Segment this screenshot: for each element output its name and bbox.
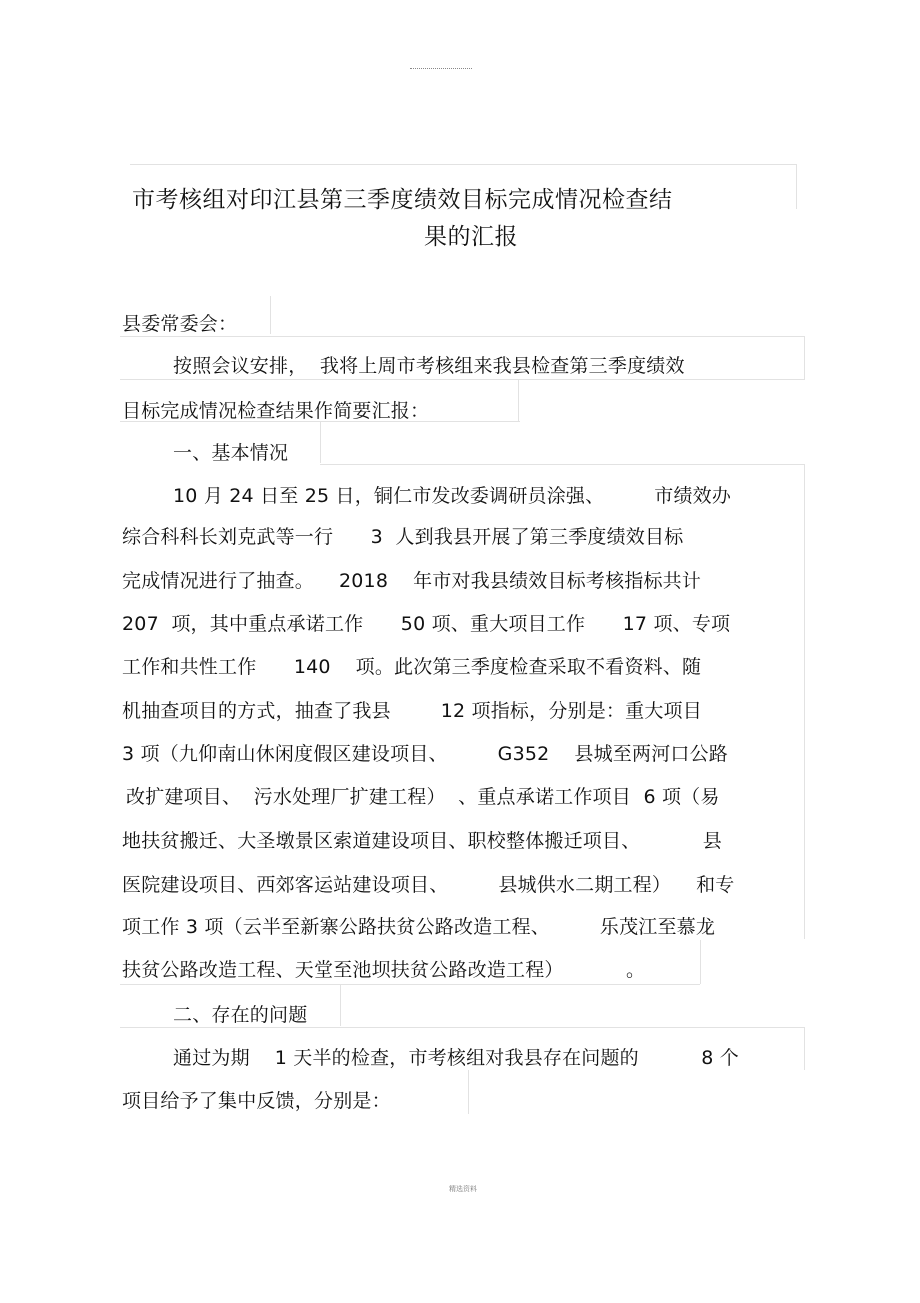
paragraph-line: 3 项（九仰南山休闲度假区建设项目、 G352 县城至两河口公路: [122, 743, 728, 765]
paragraph-line: 工作和共性工作 140 项。此次第三季度检查采取不看资料、随: [122, 656, 702, 678]
salutation: 县委常委会：: [122, 313, 238, 335]
frame-line: [270, 296, 271, 334]
frame-line: [320, 421, 321, 463]
paragraph-line: 改扩建项目、 污水处理厂扩建工程） 、重点承诺工作项目 6 项（易: [126, 786, 720, 808]
frame-line: [120, 984, 700, 985]
frame-line: [468, 1070, 469, 1114]
header-rule: [410, 68, 472, 69]
paragraph-line: 按照会议安排， 我将上周市考核组来我县检查第三季度绩效: [173, 355, 685, 377]
document-title-line-1: 市考核组对印江县第三季度绩效目标完成情况检查结: [132, 187, 673, 213]
paragraph-line: 项工作 3 项（云半至新寨公路扶贫公路改造工程、 乐茂江至慕龙: [122, 916, 716, 938]
paragraph-line: 机抽查项目的方式，抽查了我县 12 项指标，分别是：重大项目: [122, 700, 702, 722]
paragraph-line: 项目给予了集中反馈，分别是：: [122, 1090, 391, 1112]
paragraph-line: 10 月 24 日至 25 日，铜仁市发改委调研员涂强、 市绩效办: [173, 485, 732, 507]
document-title-line-2: 果的汇报: [424, 224, 518, 250]
paragraph-line: 完成情况进行了抽查。 2018 年市对我县绩效目标考核指标共计: [122, 570, 702, 592]
frame-line: [340, 984, 341, 1026]
paragraph-line: 目标完成情况检查结果作简要汇报：: [122, 400, 430, 422]
section-heading: 二、存在的问题: [173, 1004, 308, 1026]
paragraph-line: 地扶贫搬迁、大圣墩景区索道建设项目、职校整体搬迁项目、 县: [122, 830, 722, 852]
footer-note: 精选资料: [449, 1185, 477, 1193]
paragraph-line: 通过为期 1 天半的检查，市考核组对我县存在问题的 8 个: [173, 1047, 740, 1069]
paragraph-line: 综合科科长刘克武等一行 3 人到我县开展了第三季度绩效目标: [122, 526, 684, 548]
section-heading: 一、基本情况: [173, 442, 289, 464]
paragraph-line: 扶贫公路改造工程、天堂至池坝扶贫公路改造工程） 。: [122, 959, 646, 981]
frame-line: [700, 940, 701, 984]
paragraph-line: 207 项，其中重点承诺工作 50 项、重大项目工作 17 项、专项: [122, 613, 731, 635]
frame-line: [518, 379, 519, 421]
paragraph-line: 医院建设项目、西郊客运站建设项目、 县城供水二期工程） 和专: [122, 874, 735, 896]
